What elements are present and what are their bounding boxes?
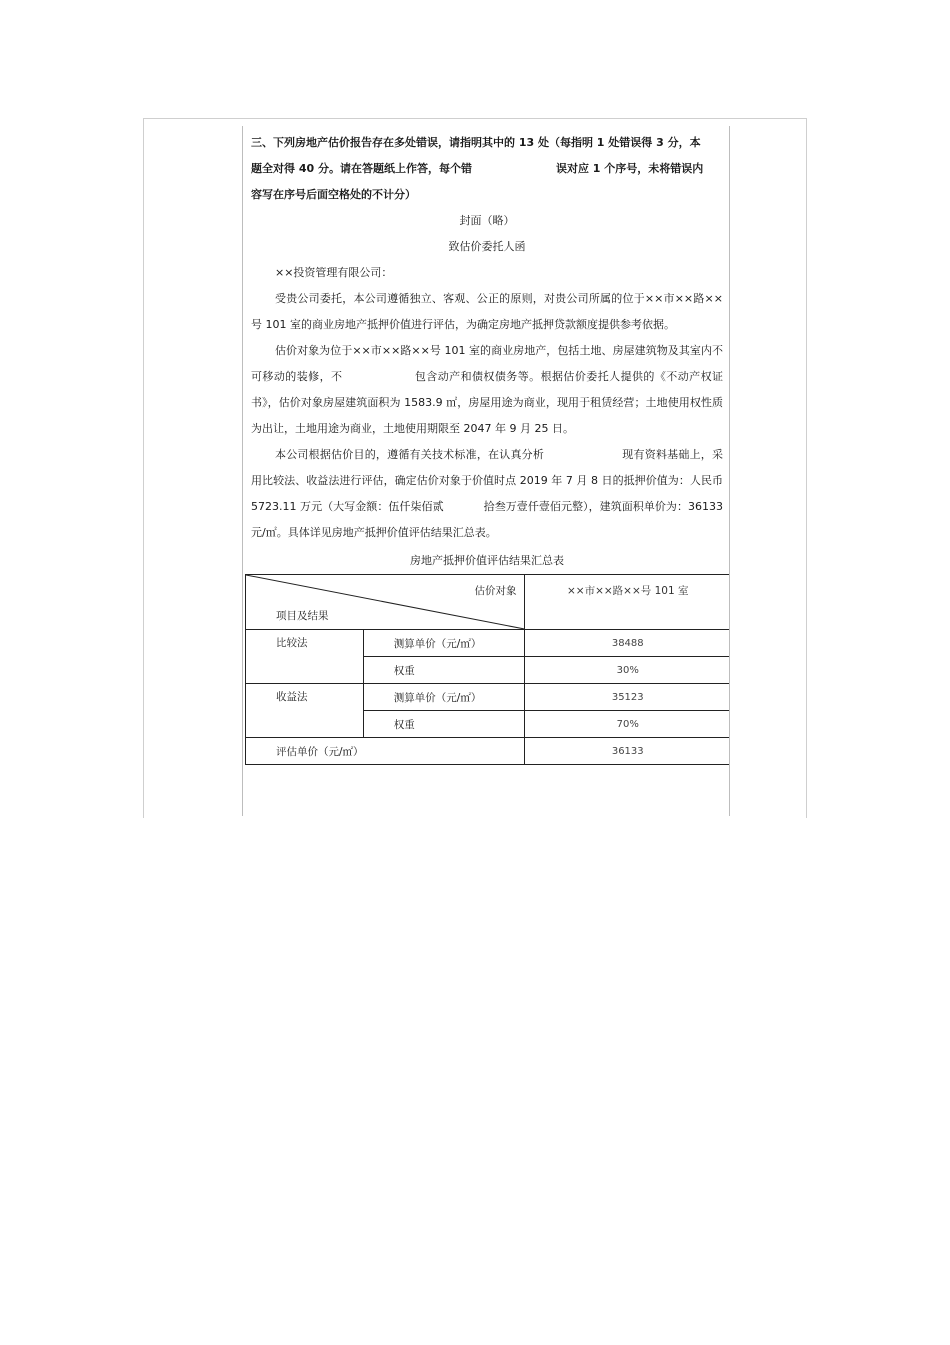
income-unit-price: 35123 xyxy=(525,684,730,711)
cover-note: 封面（略） xyxy=(459,214,515,227)
letter-title: 致估价委托人函 xyxy=(448,240,526,253)
paragraph-3-part-b: 现有资料基础上，采用比较法、收益法进行评估，确定估价对象于价值时点 2019 年 7 月 8 日的抵押价值为：人民币 5723.11 万元（大写金额：伍仟柒佰贰 xyxy=(251,448,724,513)
header-object-value: ××市××路××号 101 室 xyxy=(525,575,730,630)
question-line-1: 三、下列房地产估价报告存在多处错误，请指明其中的 13 处（每指明 1 处错误得 3 分，本 xyxy=(251,136,701,149)
paragraph-2-part-a: 估价对象为位于××市××路××号 101 室的商业房地产，包括土地、房屋建筑物及其室内不可移动的装修，不 xyxy=(251,344,723,383)
assessed-unit-price: 36133 xyxy=(525,738,730,765)
unit-price-label: 测算单价（元/㎡） xyxy=(363,630,525,657)
letter-paragraph-3 xyxy=(251,442,723,546)
valuation-summary-table xyxy=(245,574,730,765)
question-instructions xyxy=(251,130,723,208)
table-row xyxy=(246,738,731,765)
income-weight: 70% xyxy=(525,711,730,738)
weight-label: 权重 xyxy=(363,711,525,738)
letter-paragraph-1: 受贵公司委托，本公司遵循独立、客观、公正的原则，对贵公司所属的位于××市××路××号 101 室的商业房地产抵押价值进行评估，为确定房地产抵押贷款额度提供参考依据。 xyxy=(251,292,723,331)
letter-paragraph-2 xyxy=(251,338,723,442)
weight-label: 权重 xyxy=(363,657,525,684)
header-object-label: 估价对象 xyxy=(474,585,517,597)
comparison-weight: 30% xyxy=(525,657,730,684)
header-item-label: 项目及结果 xyxy=(276,610,329,622)
table-header-diagonal-cell xyxy=(246,575,525,630)
document-scan xyxy=(242,126,730,816)
question-line-2b: 误对应 1 个序号，未将错误内 xyxy=(555,162,704,175)
table-row xyxy=(246,684,731,711)
question-line-2a: 题全对得 40 分。请在答题纸上作答，每个错 xyxy=(251,162,472,175)
comparison-method-label: 比较法 xyxy=(246,630,364,684)
comparison-unit-price: 38488 xyxy=(525,630,730,657)
paragraph-3-part-c: 拾叁万壹仟壹佰元整），建筑面积单价为：36133 元/㎡。具体详见房地产抵押价值评估结果汇总表。 xyxy=(251,500,723,539)
table-header-row xyxy=(246,575,731,630)
assessed-unit-price-label: 评估单价（元/㎡） xyxy=(246,738,525,765)
table-title: 房地产抵押价值评估结果汇总表 xyxy=(410,554,564,567)
unit-price-label: 测算单价（元/㎡） xyxy=(363,684,525,711)
income-method-label: 收益法 xyxy=(246,684,364,738)
paragraph-2-part-b: 包含动产和债权债务等。根据估价委托人提供的《不动产权证书》，估价对象房屋建筑面积为 1583.9 ㎡，房屋用途为商业，现用于租赁经营；土地使用权性质为出让，土地用途为商业，土地使用期限至 2047 年 9 月 25 日。 xyxy=(251,370,724,435)
question-line-3: 容写在序号后面空格处的不计分） xyxy=(251,188,416,201)
table-row xyxy=(246,630,731,657)
document-content xyxy=(251,130,724,758)
paragraph-3-part-a: 本公司根据估价目的，遵循有关技术标准，在认真分析 xyxy=(275,448,545,461)
addressee: ××投资管理有限公司： xyxy=(275,266,393,279)
